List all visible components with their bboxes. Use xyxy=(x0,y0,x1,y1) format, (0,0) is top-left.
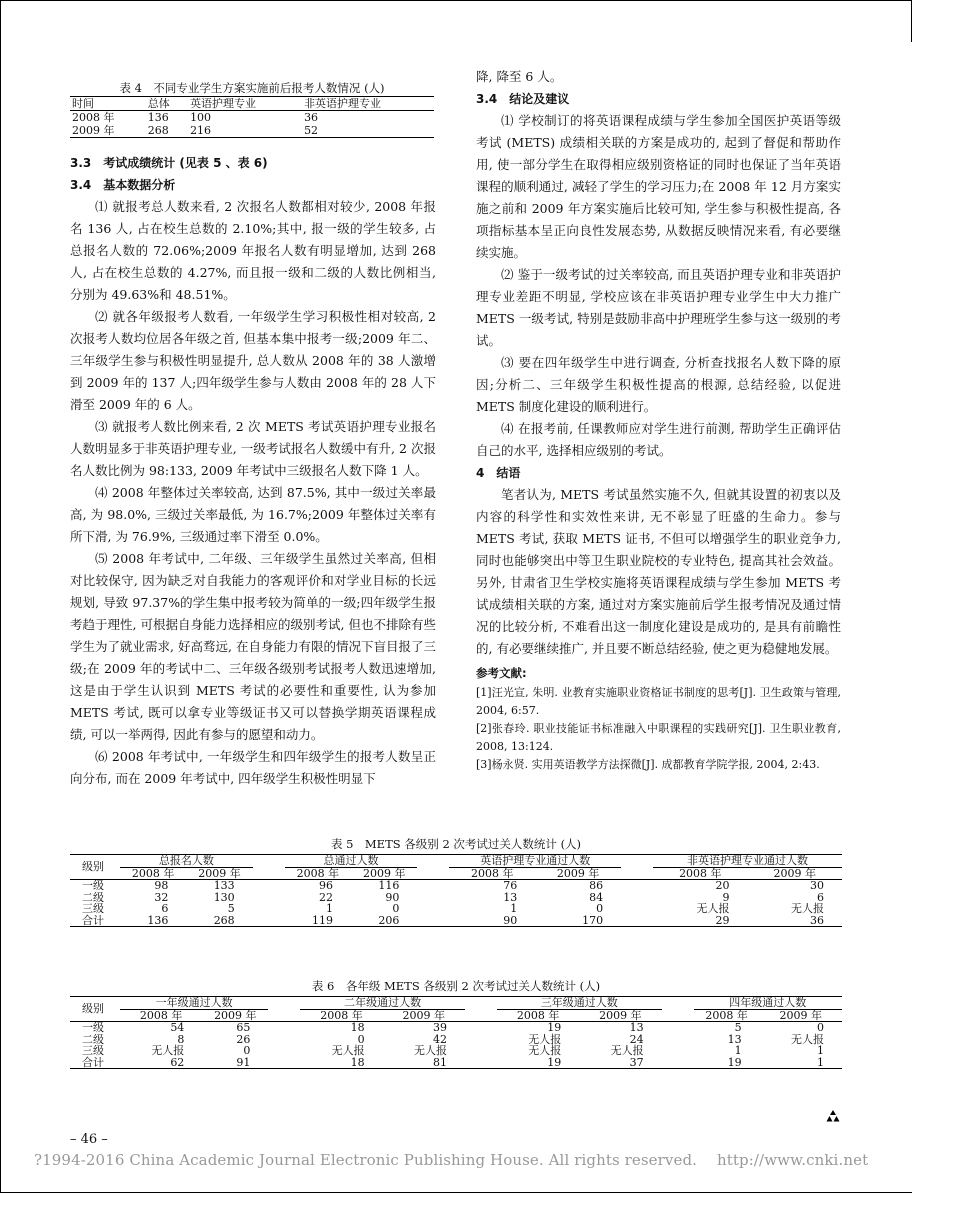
table5-year: 2009 年 xyxy=(351,867,417,880)
table-cell: 65 xyxy=(236,1021,251,1034)
table5-group-header: 英语护理专业通过人数 xyxy=(449,855,621,868)
table-cell: 无人报 xyxy=(610,1044,644,1057)
paragraph: ⑶ 就报考人数比例来看, 2 次 METS 考试英语护理专业报名人数明显多于非英语护理专业, 一级考试报名人数缓中有升, 2 次报名人数比例为 98:133, 2009 年考试中三级报名人数下降 1 人。 xyxy=(70,419,436,478)
table4-cell: 2009 年 xyxy=(70,124,146,138)
table-cell: 136 xyxy=(120,915,186,927)
table-cell: 39 xyxy=(432,1021,447,1034)
table-cell: 18 xyxy=(300,1057,382,1069)
table-cell: 91 xyxy=(202,1057,268,1069)
row-label: 合计 xyxy=(70,915,120,927)
table-cell: 26 xyxy=(236,1032,251,1046)
table-cell: 6 xyxy=(817,890,824,904)
table-cell: 19 xyxy=(694,1057,760,1069)
table-cell: 206 xyxy=(351,915,417,927)
table4-cell: 36 xyxy=(304,111,319,124)
table6-year: 2009 年 xyxy=(202,1009,268,1022)
row-label: 一级 xyxy=(82,879,104,892)
column-gap xyxy=(662,1057,694,1069)
page-frame-bottom xyxy=(0,1192,912,1193)
table4 xyxy=(70,96,434,138)
table4-cell: 100 xyxy=(190,111,212,124)
table5-group-header: 总通过人数 xyxy=(285,855,418,868)
table6-group-row xyxy=(70,997,842,1010)
table4-header-row xyxy=(70,97,434,111)
reference-item: [3]杨永贤. 实用英语教学方法探微[J]. 成都教育学院学报, 2004, 2:43. xyxy=(476,758,820,771)
table-cell: 170 xyxy=(535,915,621,927)
column-gap xyxy=(253,903,285,915)
table-row xyxy=(70,111,434,125)
table-row xyxy=(70,1034,842,1046)
table-cell: 1 xyxy=(510,902,518,915)
table-cell: 268 xyxy=(186,915,252,927)
table-cell: 无人报 xyxy=(696,902,730,915)
table6-group-header: 二年级通过人数 xyxy=(300,997,465,1010)
column-gap xyxy=(662,1045,694,1057)
table-cell: 116 xyxy=(378,879,400,892)
table4-cell: 136 xyxy=(147,111,169,124)
table4-header: 非英语护理专业 xyxy=(302,97,434,111)
section-heading: 3.3 考试成绩统计 (见表 5 、表 6) xyxy=(70,156,268,170)
page-frame-right xyxy=(911,0,912,42)
row-label: 二级 xyxy=(82,1032,104,1046)
table5-year: 2008 年 xyxy=(653,867,747,880)
table-cell: 无人报 xyxy=(151,1044,185,1057)
table6-group-header: 四年级通过人数 xyxy=(694,997,842,1010)
table-cell: 13 xyxy=(727,1032,742,1046)
table6-caption: 表 6 各年级 METS 各级别 2 次考试过关人数统计 (人) xyxy=(311,979,601,993)
table5-year: 2009 年 xyxy=(748,867,842,880)
table-row xyxy=(70,1057,842,1069)
table6-year: 2008 年 xyxy=(497,1009,579,1022)
table-cell: 29 xyxy=(653,915,747,927)
table6-year: 2009 年 xyxy=(579,1009,661,1022)
column-gap xyxy=(662,1034,694,1046)
table-cell: 无人报 xyxy=(791,902,824,915)
table-row xyxy=(70,1045,842,1057)
table-cell: 1 xyxy=(734,1044,742,1057)
table5-year: 2009 年 xyxy=(186,867,252,880)
table4-cell: 268 xyxy=(146,124,188,138)
table5-group-header: 总报名人数 xyxy=(120,855,253,868)
column-gap xyxy=(253,892,285,904)
column-gap xyxy=(417,880,449,892)
table6-year: 2008 年 xyxy=(300,1009,382,1022)
table6-year: 2009 年 xyxy=(760,1009,842,1022)
table-cell: 无人报 xyxy=(791,1032,824,1046)
table4-cell: 2008 年 xyxy=(72,111,115,124)
table5 xyxy=(70,854,842,927)
table-cell: 62 xyxy=(120,1057,202,1069)
table-cell: 32 xyxy=(154,890,169,904)
table-cell: 0 xyxy=(243,1044,251,1057)
table-cell: 5 xyxy=(734,1021,742,1034)
paragraph: ⑵ 就各年级报考人数看, 一年级学生学习积极性相对较高, 2 次报考人数均位居各年级之首, 但基本集中报考一级;2009 年二、三年级学生参与积极性明显提升, 总人数从 2008 年的 38 人激增到 2009 年的 137 人;四年级学生参与人数由 2008 年的 28 人下滑至 2009 年的 6 人。 xyxy=(70,309,436,412)
section-heading: 3.4 基本数据分析 xyxy=(70,178,176,192)
column-gap xyxy=(268,1022,300,1034)
table-cell: 1 xyxy=(326,902,334,915)
column-gap xyxy=(465,1045,497,1057)
table-cell: 18 xyxy=(350,1021,365,1034)
table4-header: 总体 xyxy=(146,97,188,111)
paragraph: ⑶ 要在四年级学生中进行调查, 分析查找报名人数下降的原因;分析二、三年级学生积极性提高的根源, 总结经验, 以促进 METS 制度化建设的顺利进行。 xyxy=(476,355,841,414)
table6 xyxy=(70,996,842,1069)
row-label: 三级 xyxy=(82,902,104,915)
table-cell: 84 xyxy=(589,890,604,904)
paragraph: ⑷ 在报考前, 任课教师应对学生进行前测, 帮助学生正确评估自己的水平, 选择相应级别的考试。 xyxy=(476,421,841,458)
right-column xyxy=(476,66,841,774)
table5-year: 2008 年 xyxy=(449,867,535,880)
copyright-footer: ?1994-2016 China Academic Journal Electronic Publishing House. All rights reserved. http://www.cnki.net xyxy=(34,1151,869,1169)
paragraph: 笔者认为, METS 考试虽然实施不久, 但就其设置的初衷以及内容的科学性和实效性来讲, 无不彰显了旺盛的生命力。参与 METS 考试, 获取 METS 证书, 不但可以增强学生的职业竞争力, 同时也能够突出中等卫生职业院校的专业特色, 提高其社会效益。另外, 甘肃省卫生学校实施将英语课程成绩与学生参加 METS 考试成绩相关联的方案, 通过对方案实施前后学生报考情况及通过情况的比较分析, 不难看出这一制度化建设是成功的, 是具有前瞻性的, 有必要继续推广, 并且要不断总结经验, 使之更为稳健地发展。 xyxy=(476,487,841,656)
table-cell: 81 xyxy=(383,1057,465,1069)
paragraph: 降, 降至 6 人。 xyxy=(476,69,563,84)
column-gap xyxy=(417,903,449,915)
table-cell: 42 xyxy=(432,1032,447,1046)
table-cell: 20 xyxy=(715,879,730,892)
table-row xyxy=(70,1022,842,1034)
table-cell: 37 xyxy=(579,1057,661,1069)
column-gap xyxy=(662,1022,694,1034)
table4-cell: 216 xyxy=(188,124,302,138)
table5-caption: 表 5 METS 各级别 2 次考试过关人数统计 (人) xyxy=(330,837,582,851)
column-gap xyxy=(268,1057,300,1069)
table-cell: 36 xyxy=(748,915,842,927)
table-cell: 0 xyxy=(817,1021,824,1034)
table6-year-row xyxy=(70,1009,842,1022)
table5-year-row xyxy=(70,867,842,880)
column-gap xyxy=(465,1034,497,1046)
table5-row-header: 级别 xyxy=(70,855,120,880)
table4-header: 时间 xyxy=(70,97,146,111)
paragraph: ⑷ 2008 年整体过关率较高, 达到 87.5%, 其中一级过关率最高, 为 98.0%, 三级过关率最低, 为 16.7%;2009 年整体过关率有所下滑, 为 76.9%, 三级通过率下滑至 0.0%。 xyxy=(70,485,436,544)
table5-year: 2008 年 xyxy=(285,867,351,880)
table-row xyxy=(70,903,842,915)
table-cell: 133 xyxy=(213,879,235,892)
table-cell: 无人报 xyxy=(528,1032,562,1046)
table-cell: 1 xyxy=(760,1057,842,1069)
row-label: 三级 xyxy=(82,1044,104,1057)
table6-year: 2009 年 xyxy=(383,1009,465,1022)
table-cell: 30 xyxy=(810,879,824,892)
column-gap xyxy=(621,892,653,904)
references-heading: 参考文献: xyxy=(476,666,527,680)
table6-group-header: 三年级通过人数 xyxy=(497,997,662,1010)
table-cell: 无人报 xyxy=(331,1044,365,1057)
paragraph: ⑴ 就报考总人数来看, 2 次报名人数都相对较少, 2008 年报名 136 人, 占在校生总数的 2.10%;其中, 报一级的学生较多, 占总报名人数的 72.06%;2009 年报名人数有明显增加, 达到 268 人, 占在校生总数的 4.27%, 而且报一级和二级的人数比例相当, 分别为 49.63%和 48.51%。 xyxy=(70,199,436,302)
table6-year: 2008 年 xyxy=(120,1009,202,1022)
left-column xyxy=(70,152,436,790)
page-frame-left xyxy=(0,0,1,1192)
table-cell: 无人报 xyxy=(413,1044,447,1057)
table-cell: 22 xyxy=(319,890,334,904)
table-cell: 19 xyxy=(547,1021,562,1034)
paragraph: ⑸ 2008 年考试中, 二年级、三年级学生虽然过关率高, 但相对比较保守, 因为缺乏对自我能力的客观评价和对学业目标的长远规划, 导致 97.37%的学生集中报考较为简单的一级;四年级学生报考趋于理性, 可根据自身能力选择相应的级别考试, 但也不排除有些学生为了就业需求, 好高骛远, 在自身能力有限的情况下盲目报了三级;在 2009 年的考试中二、三年级各级别考试报考人数迅速增加, 这是由于学生认识到 METS 考试的必要性和重要性, 认为参加 METS 考试, 既可以拿专业等级证书又可以替换学期英语课程成绩, 可以一举两得, 因此有参与的愿望和动力。 xyxy=(70,551,436,742)
table5-group-header: 非英语护理专业通过人数 xyxy=(653,855,842,868)
table-cell: 119 xyxy=(285,915,351,927)
section-heading: 4 结语 xyxy=(476,466,521,480)
table-cell: 96 xyxy=(319,879,334,892)
table-cell: 0 xyxy=(392,902,400,915)
end-mark-icon xyxy=(826,1109,840,1123)
table-cell: 无人报 xyxy=(528,1044,562,1057)
table-cell: 6 xyxy=(161,902,169,915)
table-row xyxy=(70,124,434,138)
table5-year: 2008 年 xyxy=(120,867,186,880)
table5-group-row xyxy=(70,855,842,868)
table-cell: 9 xyxy=(722,890,730,904)
table4-caption: 表 4 不同专业学生方案实施前后报考人数情况 (人) xyxy=(119,81,385,95)
column-gap xyxy=(268,1034,300,1046)
table-cell: 1 xyxy=(817,1044,824,1057)
table6-row-header: 级别 xyxy=(70,997,120,1022)
row-label: 二级 xyxy=(82,890,104,904)
table-cell: 24 xyxy=(629,1032,644,1046)
section-heading: 3.4 结论及建议 xyxy=(476,92,570,106)
table-cell: 8 xyxy=(177,1032,185,1046)
column-gap xyxy=(621,903,653,915)
table4-header: 英语护理专业 xyxy=(188,97,302,111)
page-number: – 46 – xyxy=(70,1132,108,1147)
paragraph: ⑹ 2008 年考试中, 一年级学生和四年级学生的报考人数呈正向分布, 而在 2009 年考试中, 四年级学生积极性明显下 xyxy=(70,749,436,786)
table-cell: 86 xyxy=(589,879,604,892)
table-cell: 90 xyxy=(449,915,535,927)
table-row xyxy=(70,915,842,927)
table4-cell: 52 xyxy=(302,124,434,138)
table-cell: 54 xyxy=(170,1021,185,1034)
table-cell: 19 xyxy=(497,1057,579,1069)
reference-item: [2]张春玲. 职业技能证书标准融入中职课程的实践研究[J]. 卫生职业教育, 2008, 13:124. xyxy=(476,722,841,753)
column-gap xyxy=(465,1022,497,1034)
table6-group-header: 一年级通过人数 xyxy=(120,997,268,1010)
column-gap xyxy=(465,1057,497,1069)
table-cell: 13 xyxy=(503,890,518,904)
table-cell: 130 xyxy=(213,890,235,904)
table6-year: 2008 年 xyxy=(694,1009,760,1022)
paragraph: ⑵ 鉴于一级考试的过关率较高, 而且英语护理专业和非英语护理专业差距不明显, 学校应该在非英语护理专业学生中大力推广 METS 一级考试, 特别是鼓励非高中护理班学生参与这一级别的考试。 xyxy=(476,267,841,348)
column-gap xyxy=(621,915,653,927)
column-gap xyxy=(417,915,449,927)
column-gap xyxy=(621,880,653,892)
row-label: 一级 xyxy=(82,1021,104,1034)
column-gap xyxy=(253,915,285,927)
table-cell: 98 xyxy=(154,879,169,892)
table-cell: 90 xyxy=(385,890,400,904)
column-gap xyxy=(268,1045,300,1057)
table-row xyxy=(70,880,842,892)
row-label: 合计 xyxy=(70,1057,120,1069)
column-gap xyxy=(417,892,449,904)
paragraph: ⑴ 学校制订的将英语课程成绩与学生参加全国医护英语等级考试 (METS) 成绩相关联的方案是成功的, 起到了督促和帮助作用, 使一部分学生在取得相应级别资格证的同时也保证了当年英语课程的顺利通过, 减轻了学生的学习压力;在 2008 年 12 月方案实施之前和 2009 年方案实施后比较可知, 学生参与积极性提高, 各项指标基本呈正向良性发展态势, 从数据反映情况来看, 有必要继续实施。 xyxy=(476,113,841,260)
table5-year: 2009 年 xyxy=(535,867,621,880)
reference-item: [1]汪光宣, 朱明. 业教育实施职业资格证书制度的思考[J]. 卫生政策与管理, 2004, 6:57. xyxy=(476,686,841,717)
column-gap xyxy=(253,880,285,892)
table-cell: 76 xyxy=(503,879,518,892)
table-cell: 13 xyxy=(629,1021,644,1034)
table-cell: 0 xyxy=(596,902,604,915)
page-frame-top xyxy=(0,0,912,1)
table-cell: 5 xyxy=(227,902,235,915)
table-cell: 0 xyxy=(357,1032,365,1046)
